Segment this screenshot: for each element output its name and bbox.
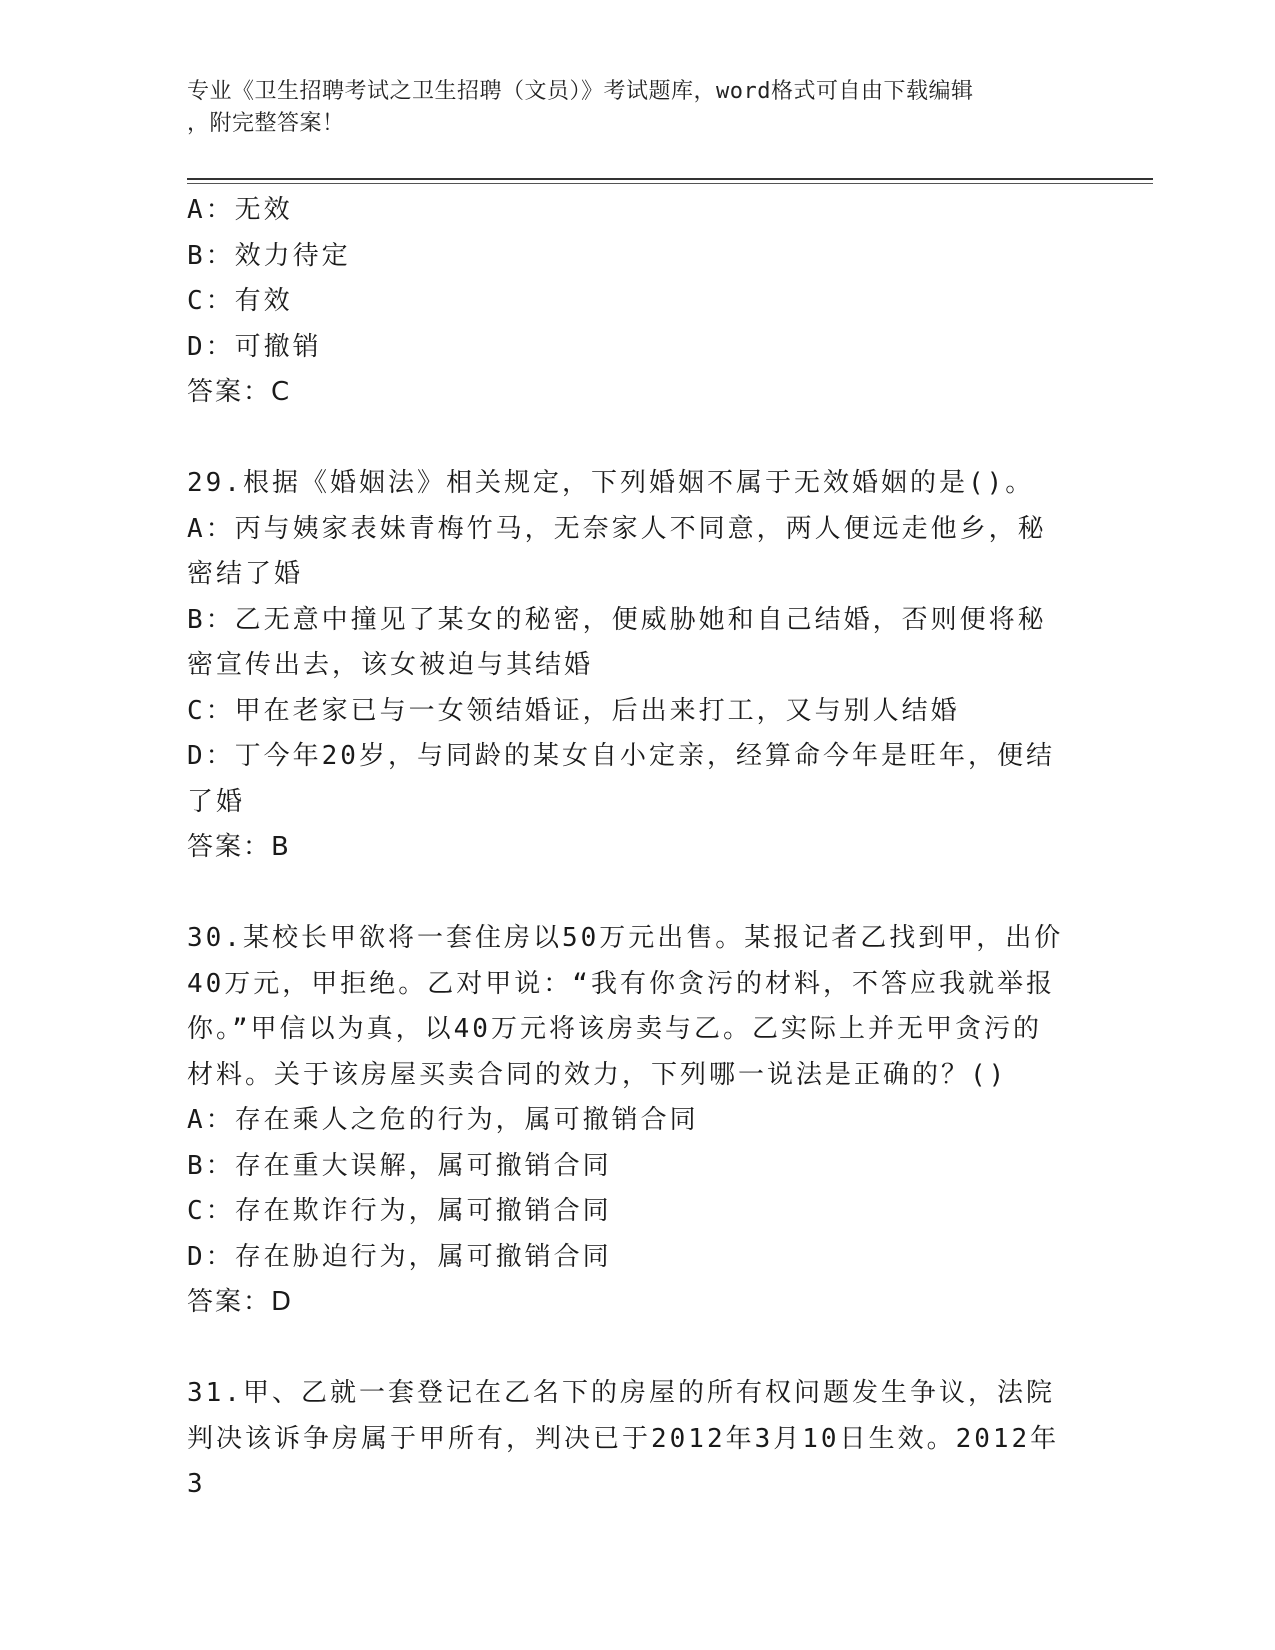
q28-option-c: C：有效 [187, 286, 293, 316]
question-31 [187, 1371, 1067, 1508]
q28-option-b: B：效力待定 [187, 240, 351, 271]
q30-stem: 30.某校长甲欲将一套住房以50万元出售。某报记者乙找到甲，出价40万元，甲拒绝。乙对甲说：“我有你贪污的材料，不答应我就举报你。”甲信以为真，以40万元将该房卖与乙。乙实际上并无甲贪污的材料。关于该房屋买卖合同的效力，下列哪一说法是正确的？() [187, 923, 1064, 1090]
q29-option-c: C：甲在老家已与一女领结婚证，后出来打工，又与别人结婚 [187, 695, 960, 726]
q28-option-a: A：无效 [187, 195, 293, 225]
header-divider-thin [187, 183, 1153, 184]
question-content [187, 188, 1067, 1508]
question-30 [187, 916, 1067, 1326]
q29-option-d: D：丁今年20岁，与同龄的某女自小定亲，经算命今年是旺年，便结了婚 [187, 741, 1055, 817]
q29-stem: 29.根据《婚姻法》相关规定，下列婚姻不属于无效婚姻的是()。 [187, 468, 1035, 498]
q30-option-a: A：存在乘人之危的行为，属可撤销合同 [187, 1105, 699, 1135]
header-line-1: 专业《卫生招聘考试之卫生招聘（文员）》考试题库，word格式可自由下载编辑 [187, 79, 974, 104]
q30-option-d: D：存在胁迫行为，属可撤销合同 [187, 1241, 612, 1272]
spacer [187, 1326, 1067, 1372]
question-28 [187, 188, 1067, 416]
document-header-note [187, 76, 1067, 140]
q29-option-a: A：丙与姨家表妹青梅竹马，无奈家人不同意，两人便远走他乡，秘密结了婚 [187, 513, 1047, 589]
spacer [187, 416, 1067, 462]
q31-stem: 31.甲、乙就一套登记在乙名下的房屋的所有权问题发生争议，法院判决该诉争房属于甲所有，判决已于2012年3月10日生效。2012年3 [187, 1378, 1060, 1499]
q29-option-b: B：乙无意中撞见了某女的秘密，便威胁她和自己结婚，否则便将秘密宣传出去，该女被迫与其结婚 [187, 604, 1047, 680]
q28-answer: 答案：C [187, 377, 292, 407]
q30-answer: 答案：D [187, 1287, 294, 1317]
q30-option-c: C：存在欺诈行为，属可撤销合同 [187, 1196, 612, 1226]
q28-option-d: D：可撤销 [187, 331, 322, 362]
spacer [187, 871, 1067, 917]
question-29 [187, 461, 1067, 871]
header-line-2: ，附完整答案！ [187, 111, 345, 136]
q30-option-b: B：存在重大误解，属可撤销合同 [187, 1150, 612, 1181]
header-divider-thick [187, 178, 1153, 180]
q29-answer: 答案：B [187, 832, 291, 862]
